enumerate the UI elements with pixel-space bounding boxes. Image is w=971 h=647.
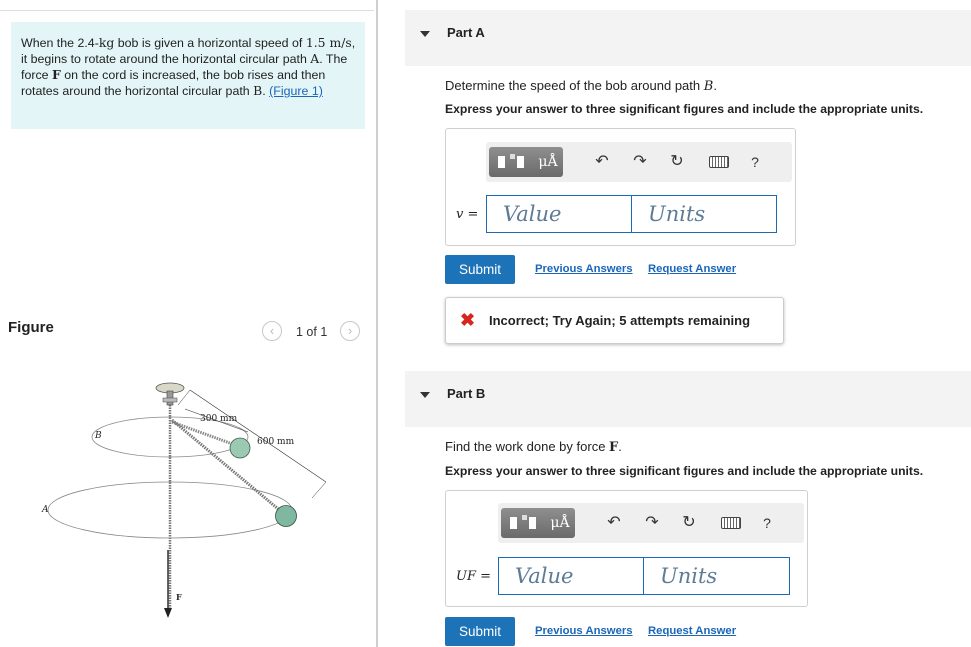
part-a-answer-panel	[445, 128, 796, 246]
part-b-units-input[interactable]: Units	[643, 557, 790, 595]
part-a-feedback	[445, 297, 784, 344]
cord-to-bob-a	[172, 420, 283, 513]
undo-icon[interactable]: ↶	[607, 514, 621, 531]
part-a-header[interactable]	[405, 10, 971, 66]
redo-icon[interactable]: ↷	[633, 153, 647, 170]
units-icon[interactable]: μÅ	[545, 508, 575, 538]
part-a-title: Part A	[447, 25, 485, 40]
part-b-submit-button[interactable]: Submit	[445, 617, 515, 646]
previous-figure-button[interactable]	[262, 321, 282, 341]
hub-collar	[163, 398, 177, 402]
part-a-units-input[interactable]: Units	[631, 195, 777, 233]
cord-to-bob-b	[172, 422, 238, 446]
part-b-variable-label: UF =	[456, 569, 492, 584]
templates-icon[interactable]	[489, 147, 533, 177]
part-b-toolbar	[498, 503, 804, 543]
column-divider	[376, 0, 378, 647]
problem-statement: When the 2.4-kg bob is given a horizontal speed of 1.5 m/s, it begins to rotate around the horizontal circular path A. The force F on the cord is increased, the bob rises and then rotates around the horizontal circular path B. (Figure 1)	[11, 22, 365, 129]
collapse-triangle-icon	[420, 31, 430, 37]
keyboard-icon[interactable]	[721, 517, 741, 529]
part-a-previous-answers-link[interactable]: Previous Answers	[535, 263, 633, 275]
figure-counter: 1 of 1	[296, 325, 328, 339]
incorrect-x-icon: ✖	[460, 310, 476, 330]
part-b-prompt: Find the work done by force F.	[445, 439, 622, 455]
redo-icon[interactable]: ↷	[645, 514, 659, 531]
part-b-answer-panel	[445, 490, 808, 607]
force-label: F	[176, 592, 182, 602]
reset-icon[interactable]: ↻	[670, 153, 684, 170]
part-b-instruction: Express your answer to three significant figures and include the appropriate units.	[445, 464, 924, 478]
figure-link[interactable]: (Figure 1)	[269, 84, 323, 98]
part-b-previous-answers-link[interactable]: Previous Answers	[535, 625, 633, 637]
part-b-title: Part B	[447, 386, 486, 401]
bob-path-b	[230, 438, 250, 458]
templates-icon[interactable]	[501, 508, 545, 538]
part-b-value-input[interactable]: Value	[498, 557, 644, 595]
part-b-request-answer-link[interactable]: Request Answer	[648, 625, 737, 637]
part-a-request-answer-link[interactable]: Request Answer	[648, 263, 737, 275]
undo-icon[interactable]: ↶	[595, 153, 609, 170]
dim-300-label: 300 mm	[200, 414, 238, 424]
part-a-toolbar	[486, 142, 792, 182]
figure-heading: Figure	[8, 319, 54, 336]
part-b-header[interactable]	[405, 371, 971, 427]
path-b-label: B	[95, 431, 102, 441]
top-divider	[0, 10, 374, 11]
bob-path-a	[276, 506, 297, 527]
chevron-right-icon: ›	[347, 323, 353, 338]
part-a-instruction: Express your answer to three significant figures and include the appropriate units.	[445, 102, 924, 116]
next-figure-button[interactable]	[340, 321, 360, 341]
keyboard-icon[interactable]	[709, 156, 729, 168]
path-a-label: A	[42, 505, 49, 515]
collapse-triangle-icon	[420, 392, 430, 398]
part-a-prompt: Determine the speed of the bob around path B.	[445, 78, 717, 94]
dim-600-label: 600 mm	[257, 437, 295, 447]
part-a-value-input[interactable]: Value	[486, 195, 632, 233]
reset-icon[interactable]: ↻	[682, 514, 696, 531]
part-a-variable-label: v =	[456, 207, 479, 222]
pendulum-figure	[30, 370, 370, 630]
chevron-left-icon: ‹	[269, 323, 275, 338]
help-icon[interactable]: ?	[751, 154, 759, 170]
part-a-submit-button[interactable]: Submit	[445, 255, 515, 284]
units-icon[interactable]: μÅ	[533, 147, 563, 177]
force-arrow-head	[164, 608, 172, 618]
feedback-message: Incorrect; Try Again; 5 attempts remaining	[489, 313, 751, 328]
help-icon[interactable]: ?	[763, 515, 771, 531]
